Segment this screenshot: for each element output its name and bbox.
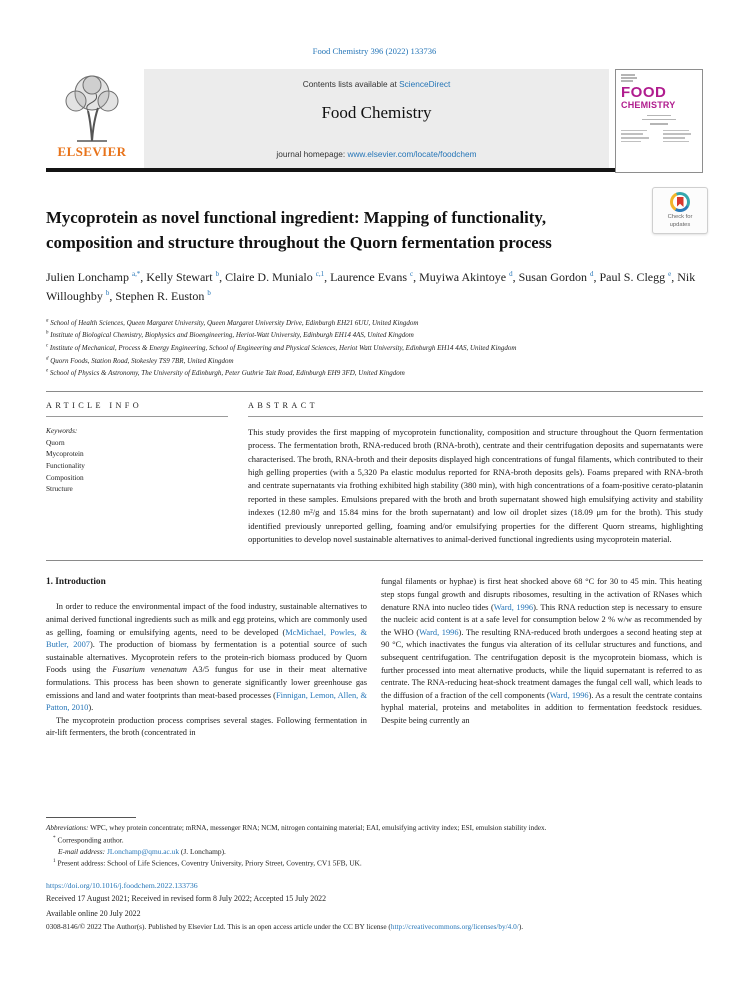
corresponding-author-note: * Corresponding author.	[53, 834, 124, 845]
doi-link[interactable]: https://doi.org/10.1016/j.foodchem.2022.133736	[46, 881, 198, 891]
cover-text-line	[642, 119, 676, 121]
cover-text-line	[663, 130, 689, 131]
author-list: Julien Lonchamp $^{a,*}$, Kelly Stewart $^b$, Claire D. Munialo $^{c,1}$, Laurence Evans $^c$, Muyiwa Akintoye $^d$, Susan Gordon $^d$, Paul S. Clegg $^e$, Nik Willoughby $^b$, Stephen R. Euston $^b$	[46, 269, 696, 304]
affiliation-list	[46, 317, 703, 380]
intro-paragraph-2: The mycoprotein production process comprises several stages. Following fermentation in air-lift fermenters, the broth (concentrated in	[46, 715, 367, 738]
cover-barcode-line	[621, 80, 633, 82]
article-info-heading: ARTICLE INFO	[46, 401, 228, 417]
copyright-line[interactable]: 0308-8146/© 2022 The Author(s). Published by Elsevier Ltd. This is an open access article under the CC BY license (http://creativecommons.org/licenses/by/4.0/).	[46, 921, 524, 931]
cover-board-col	[621, 130, 655, 143]
cover-barcode-line	[621, 77, 637, 79]
journal-banner	[144, 69, 609, 168]
cover-text-line	[663, 133, 691, 134]
journal-header	[46, 69, 703, 168]
cover-title-food: FOOD	[621, 83, 667, 101]
cover-barcode	[621, 74, 637, 82]
cover-board-lines	[621, 130, 697, 143]
cover-text-line	[663, 141, 689, 142]
cover-text-line	[663, 137, 685, 138]
footnote-rule	[46, 817, 136, 818]
affiliation-item	[46, 329, 703, 342]
badge-label-line1: Check for	[667, 214, 693, 220]
cover-text-line	[621, 130, 647, 131]
cover-text-line	[621, 133, 643, 134]
cover-text-line	[650, 123, 668, 125]
cover-title-chemistry: CHEMISTRY	[621, 99, 676, 110]
affiliation-sup: b	[46, 331, 49, 337]
section-heading-introduction: 1. Introduction	[46, 577, 106, 588]
available-online-date: Available online 20 July 2022	[46, 909, 141, 919]
elsevier-logo-block[interactable]	[46, 69, 138, 168]
elsevier-wordmark: ELSEVIER	[57, 144, 127, 159]
page-content	[0, 46, 749, 798]
affiliation-text: Institute of Mechanical, Process & Energy Engineering, School of Engineering and Physical Sciences, Heriot Watt University, Edinburgh EH14 4AS, United Kingdom	[49, 343, 517, 352]
bookmark-icon	[677, 197, 684, 207]
journal-cover-thumbnail[interactable]	[615, 69, 703, 173]
keywords-label: Keywords:	[46, 425, 78, 435]
affiliation-text: Quorn Foods, Station Road, Stokesley TS9 7BR, United Kingdom	[50, 356, 234, 365]
header-divider-bar	[46, 168, 703, 172]
cover-board-col	[663, 130, 697, 143]
affiliation-sup: a	[46, 318, 49, 324]
article-info-abstract-section	[46, 391, 703, 562]
email-note[interactable]: E-mail address: JLonchamp@qmu.ac.uk (J. Lonchamp).	[58, 846, 226, 856]
abstract-heading: ABSTRACT	[248, 401, 703, 417]
keyword-item: Composition	[46, 472, 84, 482]
affiliation-item	[46, 342, 703, 355]
affiliation-item	[46, 367, 703, 380]
footnote-block	[46, 817, 703, 931]
contents-list-line[interactable]: Contents lists available at ScienceDirect	[302, 79, 451, 89]
keyword-item: Structure	[46, 484, 73, 494]
intro-right-column	[381, 576, 702, 798]
affiliation-sup: d	[46, 356, 49, 362]
cover-editor-lines	[621, 115, 697, 125]
journal-citation: Food Chemistry 396 (2022) 133736	[312, 46, 437, 56]
received-dates: Received 17 August 2021; Received in revised form 8 July 2022; Accepted 15 July 2022	[46, 894, 327, 904]
intro-paragraph-3: fungal filaments or hyphae) is first heat shocked above 68 °C for 30 to 45 min. This heating step stops fungal growth and disrupts ribosomes, resulting in the activation of RNases which denature RNA into nucleo tides (Ward, 1996). This RNA reduction step is necessary to ensure the nucleic acid content is at a safe level for consumption below 2 % w/w as recommended by the WHO (Ward, 1996). The resulting RNA-reduced broth undergoes a second heating step at 90 °C, which inactivates the fungus via alteration of its cellular structures and functions, and subsequent centrifugation. The centrifugation deposit is the mycoprotein biomass, which is further processed into meat alternative products, while the liquid supernatant is referred to as centrate. The RNA-reducing heat-shock treatment damages the fungal cell wall, which leads to the diffusion of a fraction of the cell components (Ward, 1996). As a result the centrate contains hyphal material, proteins and metabolites in addition to fermentation feedstock residues. Despite being currently an	[381, 577, 702, 726]
journal-title: Food Chemistry	[321, 103, 432, 122]
affiliation-text: School of Physics & Astronomy, The University of Edinburgh, Peter Guthrie Tait Road, Edinburgh EH9 3FD, United Kingdom	[49, 369, 405, 378]
abstract-text: This study provides the first mapping of mycoprotein functionality, composition and structure throughout the Quorn fermentation process. The fermentation broth, RNA-reduced broth (RNA-broth), centrate and their centrifugation deposits and supernatants were characterised. The broth, RNA-broth and their deposits displayed high concentrations of fungal filaments, which contributed to their high gelling properties (with a 5,320 Pa elastic modulus reported for RNA-broth deposits gels). Foams prepared with RNA-broth and centrate supernatants via frothing exhibited high stability (380 min), with high concentrations of a foam-positive cerato-platanin reported in these samples. Emulsions prepared with the broth and broth supernatant showed high emulsifying activity and stability indexes (12.80 m²/g and 15.84 mins for the broth supernatant) and low oil droplet sizes (18.09 μm for the broth). This study identified previously unreported gelling, foaming and/or emulsifying properties for the different Quorn streams, highlighting opportunities to develop novel sustainable alternatives to animal-derived functional ingredients using mycoprotein material.	[248, 426, 703, 544]
badge-label-line2: updates	[669, 221, 691, 228]
article-title-line1: Mycoprotein as novel functional ingredient: Mapping of functionality,	[46, 207, 547, 227]
keyword-item: Functionality	[46, 461, 85, 471]
check-for-updates-badge[interactable]	[652, 187, 708, 234]
badge-label	[653, 214, 707, 230]
present-address-note: $^1$ Present address: School of Life Sciences, Coventry University, Priory Street, Coventry, CV1 5FB, UK.	[53, 858, 362, 868]
cover-text-line	[621, 137, 649, 138]
introduction-section	[46, 576, 703, 798]
affiliation-sup: e	[46, 368, 49, 374]
cover-text-line	[647, 115, 671, 117]
abstract-column	[248, 401, 703, 547]
elsevier-tree-icon	[61, 71, 123, 143]
keyword-item: Quorn	[46, 437, 65, 447]
intro-left-column	[46, 576, 367, 798]
cover-text-line	[621, 141, 641, 142]
crossmark-icon	[670, 192, 690, 212]
affiliation-item	[46, 317, 703, 330]
intro-paragraph-1: In order to reduce the environmental impact of the food industry, sustainable alternatives to animal derived functional ingredients such as milk and egg proteins, which are commonly used as gelling, foaming or emulsifying agents, need to be developed (McMichael, Powles, & Butler, 2007). The production of biomass by fermentation is a potential source of such sustainable alternatives. Mycoprotein refers to the protein-rich biomass produced by Quorn Foods using the Fusarium venenatum A3/5 fungus for use in their meat alternative formulations. This process has been shown to generate significantly lower greenhouse gas emissions and land and water footprints than meat-based processes (Finnigan, Lemon, Allen, & Patton, 2010).	[46, 602, 367, 713]
keyword-item: Mycoprotein	[46, 449, 84, 459]
affiliation-text: School of Health Sciences, Queen Margaret University, Queen Margaret University Drive, Edinburgh EH21 6UU, United Kingdom	[50, 318, 419, 327]
article-info-column	[46, 401, 228, 547]
article-title	[46, 205, 686, 255]
journal-homepage-line[interactable]: journal homepage: www.elsevier.com/locate/foodchem	[276, 149, 477, 159]
affiliation-sup: c	[46, 343, 49, 349]
cover-barcode-line	[621, 74, 635, 76]
article-title-line2: composition and structure throughout the Quorn fermentation process	[46, 232, 552, 252]
affiliation-item	[46, 355, 703, 368]
affiliation-text: Institute of Biological Chemistry, Biophysics and Bioengineering, Heriot-Watt University, Edinburgh EH14 4AS, United Kingdom	[50, 331, 414, 340]
crossmark-icon-inner	[673, 195, 687, 209]
abbreviations-note: Abbreviations: WPC, whey protein concentrate; mRNA, messenger RNA; NCM, nitrogen containing material; EAI, emulsifying activity index; ESI, emulsion stability index.	[46, 824, 547, 832]
